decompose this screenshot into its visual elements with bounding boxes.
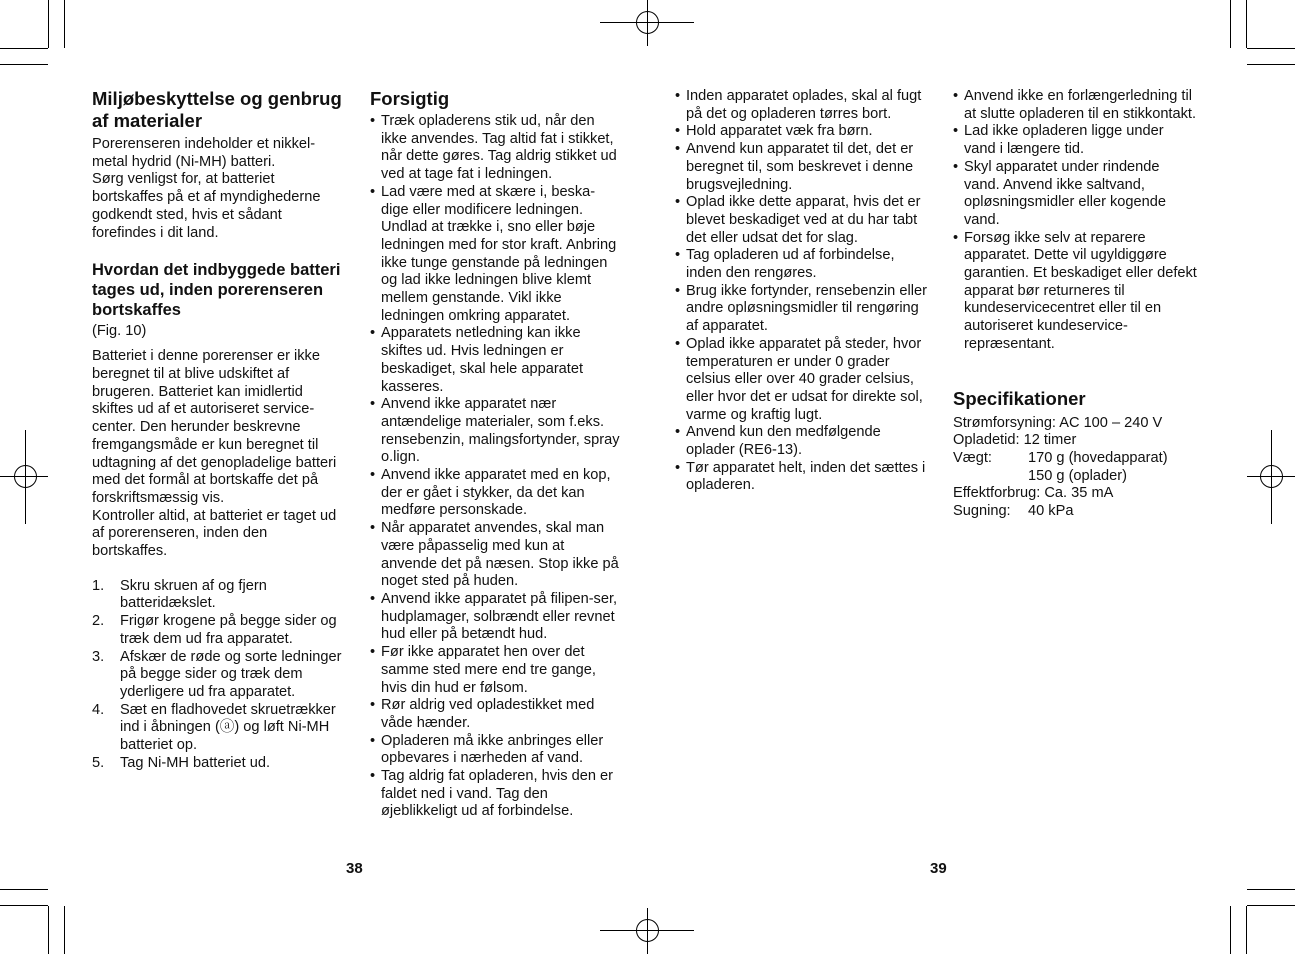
list-item: • Før ikke apparatet hen over det samme sted mere end tre gange, hvis din hud er følsom. <box>370 644 622 697</box>
list-item: 5. Tag Ni-MH batteriet ud. <box>92 754 271 771</box>
list-item: • Anvend ikke apparatet på filipen-ser, hudplamager, solbrændt eller revnet hud eller på betændt hud. <box>370 591 622 644</box>
battery-removal-info: Batteriet i denne porerenser er ikke beregnet til at blive udskiftet af brugeren. Batteriet kan imidlertid skiftes ud af et autoriseret service-center. Den herunder beskrevne fremgangsmåde er kun beregnet til udtagning af det genopladelige batteri med det formål at bortskaffe det på forskriftsmæssig vis. <box>92 348 337 506</box>
spec-weight-label: Vægt: <box>953 449 992 466</box>
list-item: • Anvend kun apparatet til det, det er beregnet til, som beskrevet i denne brugsvejledning. <box>675 141 927 194</box>
list-item: • Tag opladeren ud af forbindelse, inden den rengøres. <box>675 247 927 282</box>
spec-suction <box>953 503 1198 521</box>
battery-removal-check: Kontroller altid, at batteriet er taget ud af porerenseren, inden den bortskaffes. <box>92 507 337 560</box>
caution-list-end <box>953 88 1198 354</box>
page-number-left: 38 <box>346 860 363 877</box>
list-item: • Brug ikke fortynder, rensebenzin eller andre opløsningsmidler til rengøring af apparatet. <box>675 283 927 336</box>
list-item: 4. Sæt en fladhovedet skruetrækker ind i åbningen (ⓐ) og løft Ni-MH batteriet op. <box>92 701 336 754</box>
figure-reference: (Fig. 10) <box>92 322 147 339</box>
list-item: • Opladeren må ikke anbringes eller opbevares i nærheden af vand. <box>370 733 622 768</box>
right-column-1 <box>675 88 927 495</box>
specifications-table <box>953 415 1198 521</box>
disposal-info: Sørg venligst for, at batteriet bortskaffes på et af myndighederne godkendt sted, hvis et sådant forefindes i dit land. <box>92 171 321 241</box>
caution-list-continued <box>675 88 927 495</box>
list-item: • Apparatets netledning kan ikke skiftes ud. Hvis ledningen er beskadiget, skal hele apparatet kasseres. <box>370 325 622 396</box>
list-item: • Lad være med at skære i, beska-dige eller modificere ledningen. Undlad at trække i, sno eller bøje ledningen med for stor kraft. Anbring ikke tunge genstande på ledningen og lad ikke ledningen blive klemt mellem genstande. Vikl ikke ledningen omkring apparatet. <box>370 184 622 326</box>
section-title-environment: Miljøbeskyttelse og genbrug af materialer <box>92 88 342 131</box>
right-column-2 <box>953 88 1198 521</box>
list-item: 1. Skru skruen af og fjern batteridækslet. <box>92 577 267 612</box>
spec-suction-value: 40 kPa <box>1028 503 1074 520</box>
list-item: • Oplad ikke dette apparat, hvis det er blevet beskadiget ved at du har tabt det eller udsat det for slag. <box>675 194 927 247</box>
list-item: • Træk opladerens stik ud, når den ikke anvendes. Tag altid fat i stikket, når dette gøres. Tag aldrig stikket ud ved at tage fat i ledningen. <box>370 113 622 184</box>
list-item: • Anvend ikke en forlængerledning til at slutte opladeren til en stikkontakt. <box>953 88 1198 123</box>
spec-consumption: Effektforbrug: Ca. 35 mA <box>953 485 1114 502</box>
list-item: • Anvend kun den medfølgende oplader (RE6-13). <box>675 424 927 459</box>
caution-list <box>370 113 622 821</box>
spec-charge-time: Opladetid: 12 timer <box>953 432 1077 449</box>
spec-suction-label: Sugning: <box>953 503 1011 520</box>
removal-steps <box>92 578 342 773</box>
list-item: • Tør apparatet helt, inden det sættes i opladeren. <box>675 460 927 495</box>
list-item: 3. Afskær de røde og sorte ledninger på begge sider og træk dem yderligere ud fra apparatet. <box>92 648 342 700</box>
list-item: • Skyl apparatet under rindende vand. Anvend ikke saltvand, opløsningsmidler eller kogende vand. <box>953 159 1198 230</box>
list-item: • Anvend ikke apparatet med en kop, der er gået i stykker, da det kan medføre personskade. <box>370 467 622 520</box>
list-item: • Rør aldrig ved opladestikket med våde hænder. <box>370 697 622 732</box>
list-item: • Når apparatet anvendes, skal man være påpasselig med kun at anvende det på næsen. Stop ikke på noget sted på huden. <box>370 520 622 591</box>
list-item: • Inden apparatet oplades, skal al fugt på det og opladeren tørres bort. <box>675 88 927 123</box>
list-item: • Tag aldrig fat opladeren, hvis den er faldet ned i vand. Tag den øjeblikkeligt ud af forbindelse. <box>370 768 622 821</box>
list-item: • Hold apparatet væk fra børn. <box>675 123 927 141</box>
section-title-specifications: Specifikationer <box>953 387 1086 409</box>
list-item: 2. Frigør krogene på begge sider og træk dem ud fra apparatet. <box>92 613 337 647</box>
list-item: • Lad ikke opladeren ligge under vand i længere tid. <box>953 123 1198 158</box>
spec-power: Strømforsyning: AC 100 – 240 V <box>953 414 1163 431</box>
spec-weight <box>953 450 1198 468</box>
left-column-2 <box>370 88 622 821</box>
spec-weight-charger: 150 g (oplader) <box>1028 467 1127 484</box>
list-item: • Anvend ikke apparatet nær antændelige materialer, som f.eks. rensebenzin, malingsfortynder, spray o.lign. <box>370 396 622 467</box>
list-item: • Forsøg ikke selv at reparere apparatet. Dette vil ugyldiggøre garantien. Et beskadiget eller defekt apparat bør returneres til kundeservicecentret eller til en autoriseret kundeservice-repræsentant. <box>953 230 1198 354</box>
spec-weight-main: 170 g (hovedapparat) <box>1028 449 1168 466</box>
left-column-1 <box>92 88 342 772</box>
page-number-right: 39 <box>930 860 947 877</box>
list-item: • Oplad ikke apparatet på steder, hvor temperaturen er under 0 grader celsius eller over 40 grader celsius, eller hvor det er udsat for direkte sol, varme og kraftig lugt. <box>675 336 927 425</box>
section-title-caution: Forsigtig <box>370 88 450 109</box>
section-title-battery-removal: Hvordan det indbyggede batteri tages ud, inden porerenseren bortskaffes <box>92 261 341 319</box>
battery-info: Porerenseren indeholder et nikkel-metal hydrid (Ni-MH) batteri. <box>92 136 316 170</box>
